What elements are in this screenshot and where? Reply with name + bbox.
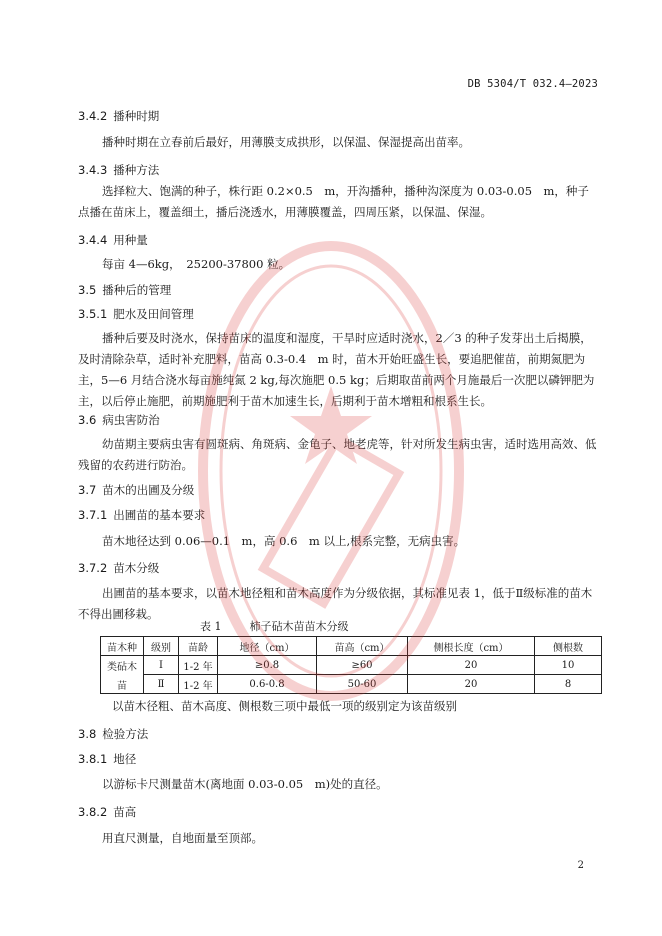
table-header-row xyxy=(101,637,602,656)
para-3-8-2: 用直尺测量，自地面量至顶部。 xyxy=(102,831,263,845)
heading-3-4-3: 3.4.3 播种方法 xyxy=(78,163,160,177)
page-number: 2 xyxy=(577,860,584,871)
table-cell: 8 xyxy=(535,675,602,694)
heading-3-7-2: 3.7.2 苗木分级 xyxy=(78,561,160,575)
table-cell: 1-2 年 xyxy=(179,656,218,675)
header-cell: 苗龄 xyxy=(179,637,218,656)
table-cell: 0.6-0.8 xyxy=(218,675,317,694)
table-cell: 20 xyxy=(408,675,535,694)
heading-3-4-2: 3.4.2 播种时期 xyxy=(78,109,160,123)
heading-3-7-1: 3.7.1 出圃苗的基本要求 xyxy=(78,508,206,522)
para-3-7-2: 出圃苗的基本要求，以苗木地径粗和苗木高度作为分级依据，其标准见表 1，低于Ⅱ级标准的苗木不得出圃移栽。 xyxy=(78,586,593,621)
category-cell: 类砧木 苗 xyxy=(101,656,144,694)
table-cell: ≥0.8 xyxy=(218,656,317,675)
header-cell: 地径（cm） xyxy=(218,637,317,656)
table-cell: ≥60 xyxy=(317,656,408,675)
para-3-7-1: 苗木地径达到 0.06—0.1 m，高 0.6 m 以上,根系完整，无病虫害。 xyxy=(102,534,466,548)
heading-3-6: 3.6 病虫害防治 xyxy=(78,413,160,427)
table-cell: 1-2 年 xyxy=(179,675,218,694)
heading-3-5: 3.5 播种后的管理 xyxy=(78,283,172,297)
table-cell: 10 xyxy=(535,656,602,675)
table-cell: Ⅱ xyxy=(144,675,179,694)
table-cell: Ⅰ xyxy=(144,656,179,675)
header-cell: 苗高（cm） xyxy=(317,637,408,656)
para-3-4-2: 播种时期在立春前后最好，用薄膜支成拱形，以保温、保湿提高出苗率。 xyxy=(102,135,470,149)
para-3-4-3: 选择粒大、饱满的种子，株行距 0.2×0.5 m，开沟播种，播种沟深度为 0.03-0.05 m，种子点播在苗床上，覆盖细土，播后浇透水，用薄膜覆盖，四周压紧，以保温、保湿。 xyxy=(78,184,589,219)
grading-table xyxy=(100,636,602,694)
heading-3-7: 3.7 苗木的出圃及分级 xyxy=(78,483,195,497)
heading-3-5-1: 3.5.1 肥水及田间管理 xyxy=(78,307,194,321)
header-cell: 侧根长度（cm） xyxy=(408,637,535,656)
table-cell: 20 xyxy=(408,656,535,675)
para-3-4-4: 每亩 4—6kg， 25200-37800 粒。 xyxy=(102,257,291,271)
document-code: DB 5304/T 032.4—2023 xyxy=(467,78,598,90)
heading-3-8-2: 3.8.2 苗高 xyxy=(78,805,137,819)
table-row xyxy=(101,656,602,675)
heading-3-8-1: 3.8.1 地径 xyxy=(78,752,137,766)
table-note: 以苗木径粗、苗木高度、侧根数三项中最低一项的级别定为该苗级别 xyxy=(112,699,457,713)
para-3-6: 幼苗期主要病虫害有圆斑病、角斑病、金龟子、地老虎等，针对所发生病虫害，适时选用高效、低残留的农药进行防治。 xyxy=(78,437,597,472)
para-3-5-1: 播种后要及时浇水，保持苗床的温度和湿度，干旱时应适时浇水，2／3 的种子发芽出土后揭膜，及时清除杂草，适时补充肥料，苗高 0.3-0.4 m 时，苗木开始旺盛生长，要追肥催苗，前期氮肥为主，5—6 月结合浇水每亩施纯氮 2 kg,每次施肥 0.5 kg；后期取苗前两个月施最后一次肥以磷钾肥为主，以后停止施肥，前期施肥利于苗木加速生长，后期利于苗木增粗和根系生长。 xyxy=(78,331,595,408)
table-caption: 表 1 柿子砧木苗苗木分级 xyxy=(200,620,349,633)
heading-3-4-4: 3.4.4 用种量 xyxy=(78,233,148,247)
table-cell: 50-60 xyxy=(317,675,408,694)
header-cell: 侧根数 xyxy=(535,637,602,656)
heading-3-8: 3.8 检验方法 xyxy=(78,727,149,741)
header-cell: 级别 xyxy=(144,637,179,656)
para-3-8-1: 以游标卡尺测量苗木(离地面 0.03-0.05 m)处的直径。 xyxy=(102,777,388,791)
header-cell: 苗木种 xyxy=(101,637,144,656)
table-row xyxy=(101,675,602,694)
